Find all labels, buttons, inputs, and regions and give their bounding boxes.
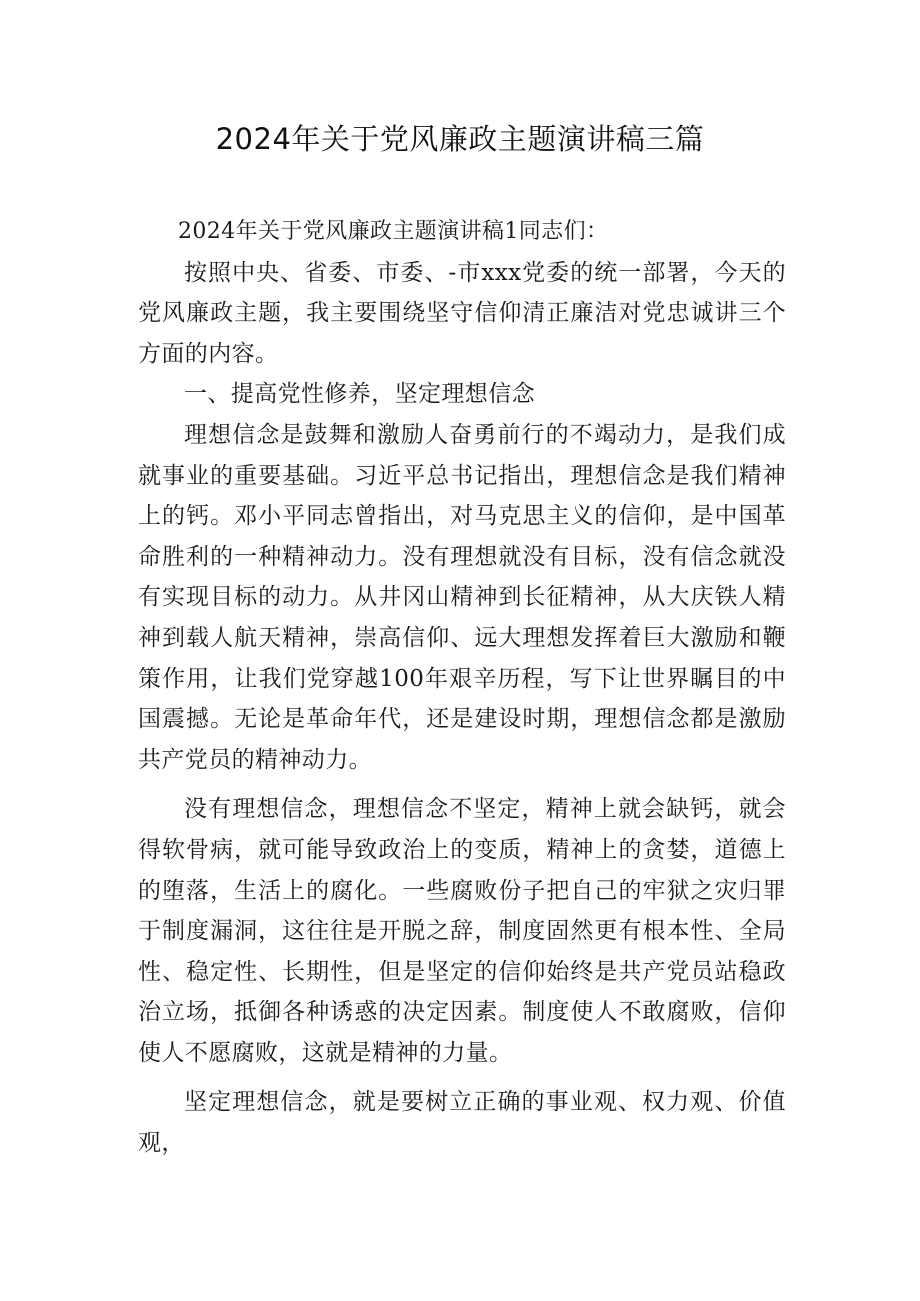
paragraph-without-ideals: 没有理想信念，理想信念不坚定，精神上就会缺钙，就会得软骨病，就可能导致政治上的变质，精神上的贪婪，道德上的堕落，生活上的腐化。一些腐败份子把自己的牢狱之灾归罪于制度漏洞，这往往是开脱之辞，制度固然更有根本性、全局性、稳定性、长期性，但是坚定的信仰始终是共产党员站稳政治立场，抵御各种诱惑的决定因素。制度使人不敢腐败，信仰使人不愿腐败，这就是精神的力量。	[138, 796, 786, 1066]
paragraph-gap	[138, 780, 786, 789]
section-heading-1: 一、提高党性修养，坚定理想信念	[184, 381, 535, 408]
paragraph-intro: 按照中央、省委、市委、-市xxx党委的统一部署，今天的党风廉政主题，我主要围绕坚守信仰清正廉洁对党忠诚讲三个方面的内容。	[138, 259, 786, 367]
document-title: 2024年关于党风廉政主题演讲稿三篇	[215, 122, 705, 156]
paragraph-ideals: 理想信念是鼓舞和激励人奋勇前行的不竭动力，是我们成就事业的重要基础。习近平总书记指出，理想信念是我们精神上的钙。邓小平同志曾指出，对马克思主义的信仰，是中国革命胜利的一种精神动力。没有理想就没有目标，没有信念就没有实现目标的动力。从井冈山精神到长征精神，从大庆铁人精神到载人航天精神，崇高信仰、远大理想发挥着巨大激励和鞭策作用，让我们党穿越100年艰辛历程，写下让世界瞩目的中国震撼。无论是革命年代，还是建设时期，理想信念都是激励共产党员的精神动力。	[138, 421, 786, 773]
paragraph-gap	[138, 1073, 786, 1082]
paragraph-firm-ideals: 坚定理想信念，就是要树立正确的事业观、权力观、价值观，	[138, 1089, 786, 1157]
document-body	[138, 212, 786, 1164]
paragraph-greeting: 2024年关于党风廉政主题演讲稿1同志们：	[178, 219, 609, 244]
